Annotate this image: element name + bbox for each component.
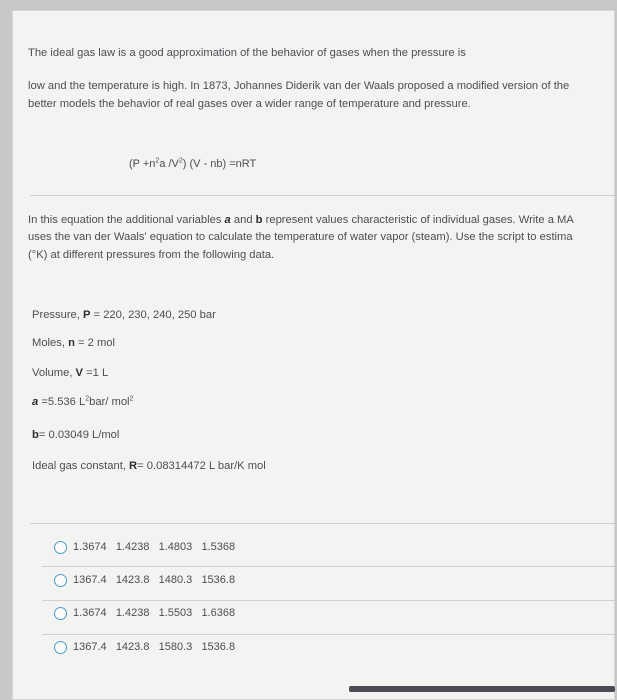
- answer-option-label[interactable]: 1.3674 1.4238 1.4803 1.5368: [73, 541, 236, 553]
- answer-option-3[interactable]: [42, 601, 615, 625]
- van-der-waals-equation: ($P +n^2a$ $/V^2$) (V - nb) =nRT: [129, 157, 257, 170]
- volume-data: Volume, V =1 L: [32, 367, 109, 379]
- answer-option-2[interactable]: [42, 568, 615, 592]
- b-constant-data: b= 0.03049 L/mol: [32, 429, 120, 441]
- intro-line-2: low and the temperature is high. In 1873, Johannes Diderik van der Waals proposed a modified version of the: [28, 80, 570, 92]
- intro-line-1: The ideal gas law is a good approximation of the behavior of gases when the pressure is: [28, 47, 466, 59]
- radio-button-icon[interactable]: [54, 607, 67, 620]
- answer-option-1[interactable]: [42, 535, 615, 559]
- answer-option-label[interactable]: 1367.4 1423.8 1480.3 1536.8: [73, 574, 236, 586]
- task-line-2: uses the van der Waals' equation to calculate the temperature of water vapor (steam). Use the script to estima: [28, 231, 573, 243]
- gas-constant-data: Ideal gas constant, R= 0.08314472 L bar/K mol: [32, 460, 266, 472]
- horizontal-scrollbar[interactable]: [349, 686, 615, 692]
- radio-button-icon[interactable]: [54, 641, 67, 654]
- answer-option-label[interactable]: 1.3674 1.4238 1.5503 1.6368: [73, 607, 236, 619]
- answer-option-4[interactable]: [42, 635, 615, 659]
- radio-button-icon[interactable]: [54, 541, 67, 554]
- a-constant-data: a =5.536 $L^2bar/$ mol$^2$: [32, 395, 134, 408]
- pressure-data: Pressure, P = 220, 230, 240, 250 bar: [32, 309, 216, 321]
- answer-option-label[interactable]: 1367.4 1423.8 1580.3 1536.8: [73, 641, 236, 653]
- divider: [30, 195, 615, 196]
- divider: [42, 566, 615, 567]
- radio-button-icon[interactable]: [54, 574, 67, 587]
- question-panel: [12, 10, 615, 700]
- task-line-3: (°K) at different pressures from the following data.: [28, 249, 275, 261]
- task-line-1: In this equation the additional variables a and b represent values characteristic of individual gases. Write a MA: [28, 214, 574, 226]
- intro-line-3: better models the behavior of real gases over a wider range of temperature and pressure.: [28, 98, 471, 110]
- divider: [30, 523, 615, 524]
- moles-data: Moles, n = 2 mol: [32, 337, 116, 349]
